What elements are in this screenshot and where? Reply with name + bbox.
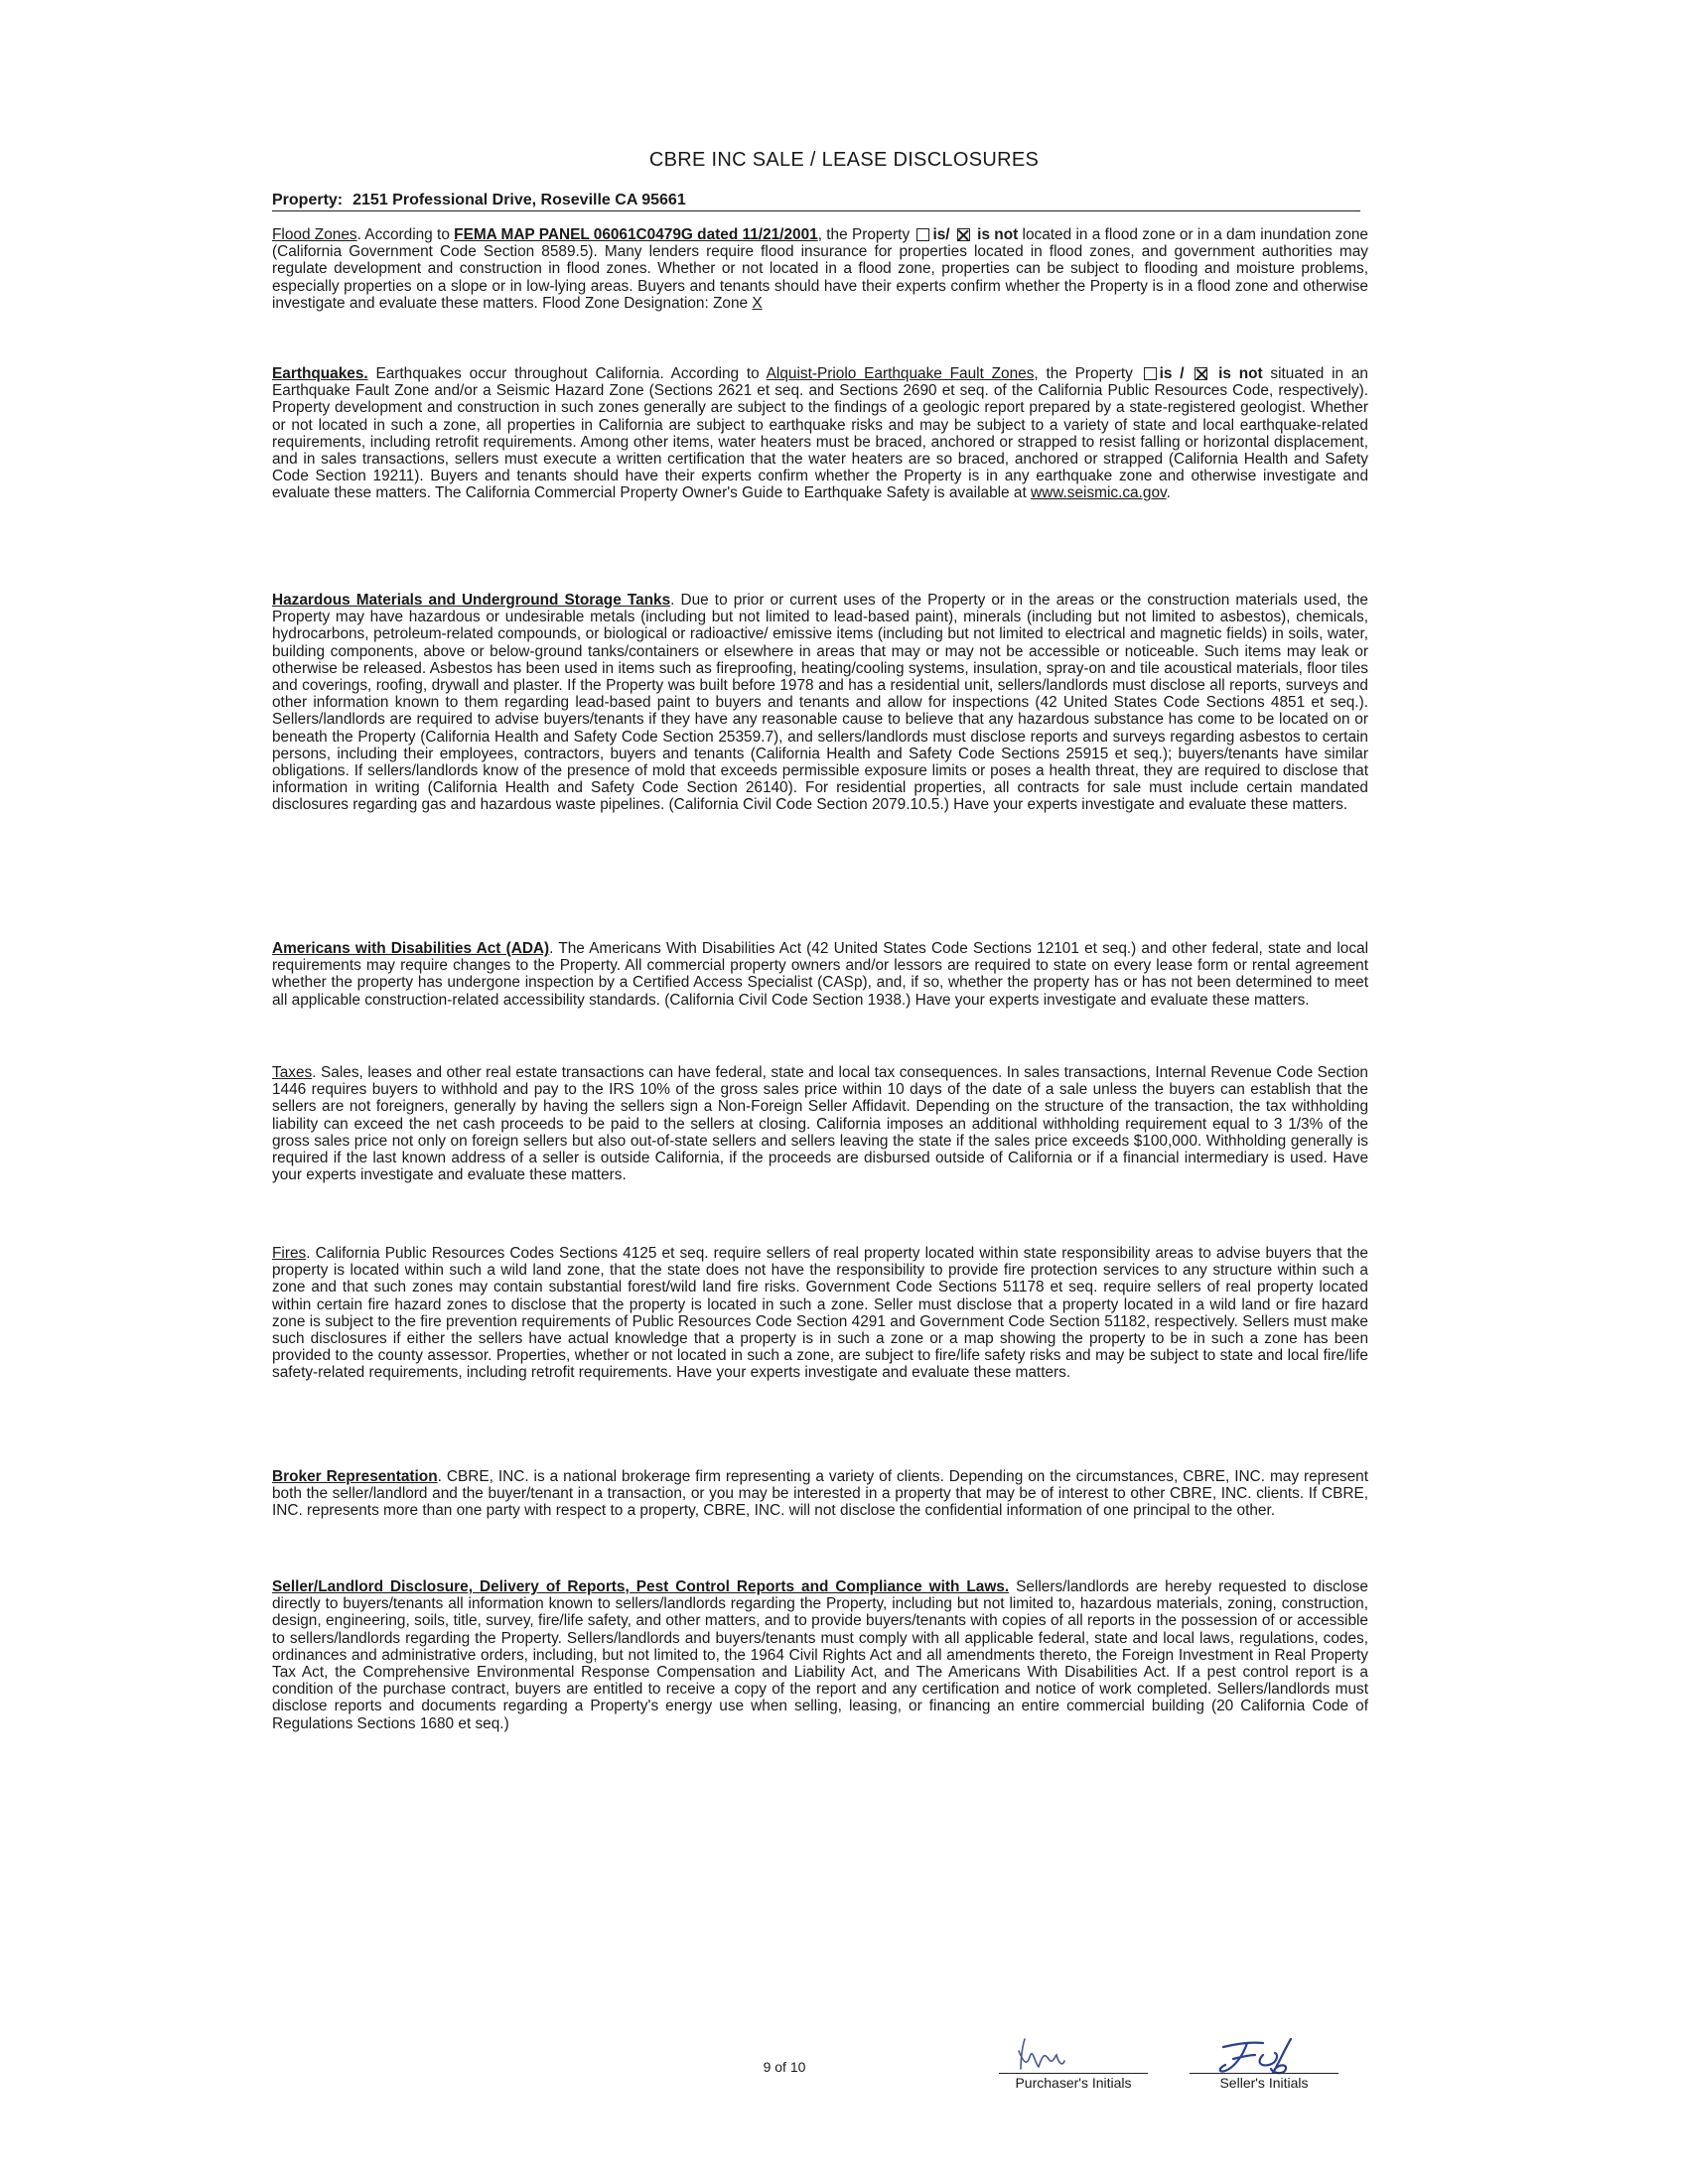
flood-is-label: is/ (932, 226, 954, 243)
earthquakes-heading: Earthquakes. (272, 365, 368, 382)
section-broker-representation (272, 1468, 1368, 1520)
hazardous-body: . Due to prior or current uses of the Property or in the areas or the construction materials used, the Property may have hazardous or undesirable metals (including but not limited to lead-based paint), minerals (including but not limited to asbestos), chemicals, hydrocarbons, petroleum-related compounds, or biological or radioactive/ emissive items (including but not limited to electrical and magnetic fields) in soils, water, building components, above or below-ground tanks/containers or elsewhere in areas that may or may not be accessible or noticeable. Such items may leak or otherwise be released. Asbestos has been used in items such as fireproofing, heating/cooling systems, insulation, spray-on and tile acoustical materials, floor tiles and coverings, roofing, drywall and plaster. If the Property was built before 1978 and has a residential unit, sellers/landlords must disclose all reports, surveys and other information known to them regarding lead-based paint to buyers and tenants and allow for inspections (42 United States Code Sections 4851 et seq.). Sellers/landlords are required to advise buyers/tenants if they have any reasonable cause to believe that any hazardous substance has come to be located on or beneath the Property (California Health and Safety Code Section 25359.7), and sellers/landlords must disclose reports and surveys regarding asbestos to certain persons, including their employees, contractors, buyers and tenants (California Health and Safety Code Sections 25915 et seq.); buyers/tenants have similar obligations. If sellers/landlords know of the presence of mold that exceeds permissible exposure limits or poses a health threat, they are required to disclose that information in writing (California Health and Safety Code Section 26140). For residential properties, all contracts for sale must include certain mandated disclosures regarding gas and hazardous waste pipelines. (California Civil Code Section 2079.10.5.) Have your experts investigate and evaluate these matters. (272, 592, 1368, 814)
section-fires (272, 1245, 1368, 1382)
page-number: 9 of 10 (763, 2059, 806, 2075)
fires-heading: Fires (272, 1245, 307, 1262)
seller-initials-block (1190, 2033, 1338, 2089)
purchaser-initials-signature (999, 2033, 1148, 2075)
section-flood-zones (272, 226, 1368, 312)
earthquakes-text: , the Property (1034, 365, 1141, 382)
property-address: 2151 Professional Drive, Roseville CA 95661 (352, 192, 686, 208)
section-hazardous-materials (272, 592, 1368, 814)
taxes-heading: Taxes (272, 1064, 313, 1081)
flood-text: . According to (356, 226, 455, 243)
ada-heading: Americans with Disabilities Act (ADA) (272, 940, 550, 957)
earthquakes-text: . (1166, 484, 1171, 502)
flood-is-not-checkbox[interactable] (957, 228, 970, 241)
broker-heading: Broker Representation (272, 1468, 438, 1485)
fema-map-panel: FEMA MAP PANEL 06061C0479G dated 11/21/2001 (454, 226, 818, 243)
seismic-url-link[interactable]: www.seismic.ca.gov (1031, 484, 1167, 502)
flood-is-checkbox[interactable] (916, 228, 929, 241)
alquist-priolo-link: Alquist-Priolo Earthquake Fault Zones (766, 365, 1035, 382)
broker-body: . CBRE, INC. is a national brokerage firm representing a variety of clients. Depending on the circumstances, CBRE, INC. may represent both the seller/landlord and the buyer/tenant in a transaction, or you may be interested in a property that may be of interest to other CBRE, INC. clients. If CBRE, INC. represents more than one party with respect to a property, CBRE, INC. will not disclose the confidential information of one principal to the other. (272, 1468, 1368, 1520)
flood-text: , the Property (817, 226, 914, 243)
ada-body: . The Americans With Disabilities Act (42 United States Code Sections 12101 et seq.) and other federal, state and local requirements may require changes to the Property. All commercial property owners and/or lessors are required to state on every lease form or rental agreement whether the property has undergone inspection by a Certified Access Specialist (CASp), and, if so, whether the property has or has not been determined to meet all applicable construction-related accessibility standards. (California Civil Code Section 1938.) Have your experts investigate and evaluate these matters. (272, 940, 1368, 1009)
flood-body: located in a flood zone or in a dam inundation zone (California Government Code Section 8589.5). Many lenders require flood insurance for properties located in flood zones, and government authorities may regulate development and construction in flood zones. Whether or not located in a flood zone, properties can be subject to flooding and moisture problems, especially properties on a slope or in low-lying areas. Buyers and tenants should have their experts confirm whether the Property is in a flood zone and otherwise investigate and evaluate these matters. Flood Zone Designation: Zone (272, 226, 1368, 312)
seller-initials-label: Seller's Initials (1219, 2075, 1309, 2091)
purchaser-initials-block (999, 2033, 1148, 2089)
fires-body: . California Public Resources Codes Sections 4125 et seq. require sellers of real property located within state responsibility areas to advise buyers that the property is located within such a wild land zone, that the state does not have the responsibility to provide fire protection services to any structure within such a zone and that such zones may contain substantial forest/wild land fire risks. Government Code Sections 51178 et seq. require sellers of real property located within certain fire hazard zones to disclose that the property is located in such a zone. Seller must disclose that a property located in a wild land or fire hazard zone is subject to the fire prevention requirements of Public Resources Code Section 4291 and Government Code Section 51182, respectively. Sellers must make such disclosures if either the sellers have actual knowledge that a property is in such a zone or a map showing the property to be in such a zone has been provided to the county assessor. Properties, whether or not located in such a zone, are subject to fire/life safety risks and may be subject to state and local fire/life safety-related requirements, including retrofit requirements. Have your experts investigate and evaluate these matters. (272, 1245, 1368, 1382)
earthquake-is-not-label: is not (1218, 365, 1263, 382)
section-earthquakes (272, 365, 1368, 502)
purchaser-initials-line (999, 2073, 1148, 2074)
seller-initials-signature (1190, 2033, 1338, 2077)
section-seller-disclosure (272, 1578, 1368, 1732)
taxes-body: . Sales, leases and other real estate transactions can have federal, state and local tax consequences. In sales transactions, Internal Revenue Code Section 1446 requires buyers to withhold and pay to the IRS 10% of the gross sales price within 10 days of the date of a sale unless the buyers can establish that the sellers are not foreigners, generally by having the sellers sign a Non-Foreign Seller Affidavit. Depending on the structure of the transaction, the tax withholding liability can exceed the net cash proceeds to be paid to the sellers at closing. California imposes an additional withholding requirement equal to 3 1/3% of the gross sales price not only on foreign sellers but also out-of-state sellers and sellers leaving the state if the sales price exceeds $100,000. Withholding generally is required if the last known address of a seller is outside California, if the proceeds are disbursed outside of California or if a financial intermediary is used. Have your experts investigate and evaluate these matters. (272, 1064, 1368, 1184)
seller-body: Sellers/landlords are hereby requested to disclose directly to buyers/tenants all information known to sellers/landlords regarding the Property, including but not limited to, hazardous materials, zoning, construction, design, engineering, soils, title, survey, fire/life safety, and other matters, and to provide buyers/tenants with copies of all reports in the possession of or accessible to sellers/landlords regarding the Property. Sellers/landlords and buyers/tenants must comply with all applicable federal, state and local laws, regulations, codes, ordinances and administrative orders, including, but not limited to, the 1964 Civil Rights Act and all amendments thereto, the Foreign Investment in Real Property Tax Act, the Comprehensive Environmental Response Compensation and Liability Act, and The Americans With Disabilities Act. If a pest control report is a condition of the purchase contract, buyers are entitled to receive a copy of the report and any certification and notice of work completed. Sellers/landlords must disclose reports and documents regarding a Property's energy use when selling, leasing, or financing an entire commercial building (20 California Code of Regulations Sections 1680 et seq.) (272, 1578, 1368, 1732)
flood-is-not-label: is not (977, 226, 1019, 243)
section-taxes (272, 1064, 1368, 1183)
document-title: CBRE INC SALE / LEASE DISCLOSURES (648, 149, 1040, 171)
earthquake-is-not-checkbox[interactable] (1195, 367, 1207, 380)
earthquake-is-label: is / (1159, 365, 1193, 382)
flood-heading: Flood Zones (272, 226, 357, 243)
property-label: Property: (272, 192, 344, 208)
property-line (272, 192, 1360, 211)
earthquakes-text: Earthquakes occur throughout California. According to (367, 365, 767, 382)
seller-initials-line (1190, 2073, 1338, 2074)
section-ada (272, 940, 1368, 1009)
flood-zone-designation: X (752, 294, 763, 312)
earthquakes-body: situated in an Earthquake Fault Zone and/or a Seismic Hazard Zone (Sections 2621 et seq. and Sections 2690 et seq. of the California Public Resources Code, respectively). Property development and construction in such zones generally are subject to the findings of a geologic report prepared by a state-registered geologist. Whether or not located in such a zone, all properties in California are subject to earthquake risks and may be subject to a variety of state and local earthquake-related requirements, including retrofit requirements. Among other items, water heaters must be braced, anchored or strapped to resist falling or horizontal displacement, and in sales transactions, sellers must execute a written certification that the water heaters are so braced, anchored or strapped (California Health and Safety Code Section 19211). Buyers and tenants should have their experts confirm whether the Property is in any earthquake zone and otherwise investigate and evaluate these matters. The California Commercial Property Owner's Guide to Earthquake Safety is available at (272, 365, 1368, 502)
purchaser-initials-label: Purchaser's Initials (1015, 2075, 1132, 2091)
earthquake-is-checkbox[interactable] (1144, 367, 1157, 380)
hazardous-heading: Hazardous Materials and Underground Storage Tanks (272, 592, 671, 609)
seller-heading: Seller/Landlord Disclosure, Delivery of Reports, Pest Control Reports and Compliance with Laws. (272, 1578, 1010, 1595)
